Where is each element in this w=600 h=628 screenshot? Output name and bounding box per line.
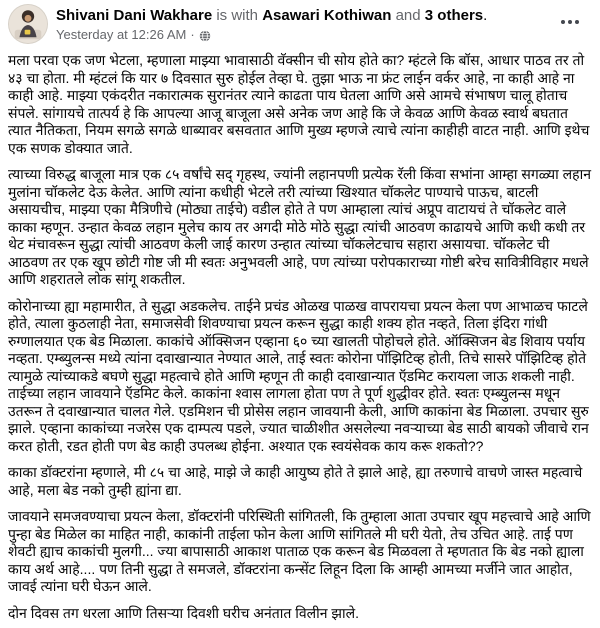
- post-paragraph: काका डॉक्टरांना म्हणाले, मी ८५ चा आहे, माझे जे काही आयुष्य होते ते झाले आहे, ह्या तरुणाचे वाचणे जास्त महत्वाचे आहे, मला बेड नको तुम्ही ह्यांना द्या.: [8, 464, 583, 498]
- post-timestamp-link[interactable]: Yesterday at 12:26 AM: [56, 27, 187, 42]
- globe-privacy-icon: [199, 29, 211, 41]
- post-body-text: [0, 48, 600, 628]
- author-name-link[interactable]: Shivani Dani Wakhare: [56, 7, 213, 24]
- post-meta: [56, 26, 588, 43]
- three-dots-icon: [561, 20, 565, 24]
- post-paragraph: कोरोनाच्या ह्या महामारीत, ते सुद्धा अडकलेच. ताईने प्रचंड ओळख पाळख वापरायचा प्रयत्न केला पण आभाळच फाटले होते, त्याला कुठलाही नेता, समाजसेवी शिवण्याचा प्रयत्न करून सुद्धा काही शक्य होत नव्हते, तिला इंदिरा गांधी रुग्णालयात एक बेड मिळाला. काकांचे ऑक्सिजन एव्हाना ६० च्या खालती पोहोचले होते. ऑक्सिजन बेड शिवाय पर्याय नव्हता. एम्ब्युलन्स मध्ये त्यांना दवाखान्यात नेण्यात आले, ताई स्वतः कोरोना पॉझिटिव्ह होती, तिचे सासरे पॉझिटिव्ह होते त्यामुळे त्यांच्याकडे बघणे सुद्धा महत्वाचे होते आणि म्हणून ती काही दवाखान्यात ऍडमिट करायला जाऊ शकली नाही. ताईच्या लहान जावयाने ऍडमिट केले. काकांना श्वास लागला होता पण ते पूर्ण शुद्धीवर होते. स्वतः एम्ब्युलन्स मधून उतरून ते दवाखान्यात चालत गेले. एडमिशन ची प्रोसेस लहान जावयानी केली, आणि काकांना बेड मिळाला. उपचार सुरु झाले. एव्हाना काकांच्या नजरेस एक दाम्पत्य पडले, ज्यात चाळीशीत असलेल्या नवऱ्याच्या बेड साठी बायको जीवाचे रान करत होती, रडत होती पण बेड काही उपलब्ध होईना. अश्यात एक स्वयंसेवक काय करू शकतो??: [8, 297, 589, 454]
- meta-separator: ·: [190, 27, 195, 42]
- post-paragraph: दोन दिवस तग धरला आणि तिसऱ्या दिवशी घरीच अनंतात विलीन झाले.: [8, 604, 359, 621]
- post-byline: [56, 6, 588, 25]
- post-header: [0, 0, 600, 48]
- post-options-button[interactable]: [554, 10, 586, 34]
- post-paragraph: जावयाने समजवण्याचा प्रयत्न केला, डॉक्टरांनी परिस्थिती सांगितली, कि तुम्हाला आता उपचार खूप महत्त्वाचे आहे आणि पुन्हा बेड मिळेल का माहित नाही, काकांनी ताईला फोन केला आणि सांगितले मी घरी येतो, तेच उचित आहे. ताई पण शेवटी ह्याच काकांची मुलगी... ज्या बापासाठी आकाश पाताळ एक करून बेड मिळवला ते म्हणतात कि बेड नको ह्याला काय अर्थ आहे.... पण तिनी सुद्धा ते समजले, डॉक्टरांना कन्सेंट लिहून दिला कि आम्ही आमच्या मर्जीने जात आहोत, जावई त्यांना घरी घेऊन आले.: [8, 508, 591, 594]
- byline-period: .: [483, 7, 488, 24]
- post-paragraph: त्याच्या विरुद्ध बाजूला मात्र एक ८५ वर्षांचे सद् गृहस्थ, ज्यांनी लहानपणी प्रत्येक रॅली किंवा सभांना आम्हा सगळ्या लहान मुलांना चॉकलेट देऊ केलेत. आणि त्यांना कधीही भेटले तरी त्यांच्या खिश्यात चॉकलेट पाण्याचे पाऊच, बाटली असायचीच, माझ्या एका मैत्रिणीचे (मोठ्या ताईचे) वडील होते ते पण आम्हाला त्यांचं अप्रूप वाटायचं ते चॉकलेट वाले काका म्हणून. उन्हात केवळ लहान मुलेच काय तर अगदी मोठे मोठे सुद्धा त्यांची आठवण काढायचे आणि कधी कधी तर थेट मंचावरून सुद्धा त्यांची आठवण केली जाई कारण उन्हात त्यांच्या चॉकलेटचाच सहारा असायचा. चॉकलेट ची आठवण तर एक खूप छोटी गोष्ट जी मी स्वतः अनुभवली आहे, पण त्यांच्या परोपकाराच्या गोष्टी बरेच सावित्रीविहार मधले आणि शहरातले लोक सांगू शकतील.: [8, 166, 591, 287]
- byline-connector-and: and: [395, 7, 421, 24]
- byline-connector: is with: [216, 7, 259, 24]
- post-paragraph: मला परवा एक जण भेटला, म्हणाला माझ्या भावासाठी वॅक्सीन ची सोय होते का? म्हंटले कि बॉस, आधार पाठव तर तो ४३ चा होता. मी म्हंटलं कि यार ७ दिवसात सुरु होईल तेव्हा घे. तुझा भाऊ ना फ्रंट लाईन वर्कर आहे, ना काही आहे ना काही आहे. माझ्या एकंदरीत नकारात्मक सुरानंतर त्याने काढता पाय घेतला आणि असे आमचे संभाषण चालू होताच संपले. सांगायचे तात्पर्य हे कि आपल्या आजू बाजूला असे अनेक जण आहे कि जे केवळ आणि केवळ स्वार्थ बघतात त्यात नैतिकता, नियम सगळे सगळे धाब्यावर बसवतात आणि मुख्य म्हणजे त्याचे त्यांना काहीही वाटत नाही. आणि इथेच एक सणक डोक्यात जाते.: [8, 52, 590, 156]
- tagged-person-link[interactable]: Asawari Kothiwan: [262, 7, 392, 24]
- header-text: [56, 4, 588, 43]
- profile-photo-icon: [9, 5, 47, 43]
- others-link[interactable]: 3 others: [424, 7, 484, 24]
- profile-avatar[interactable]: [8, 4, 48, 44]
